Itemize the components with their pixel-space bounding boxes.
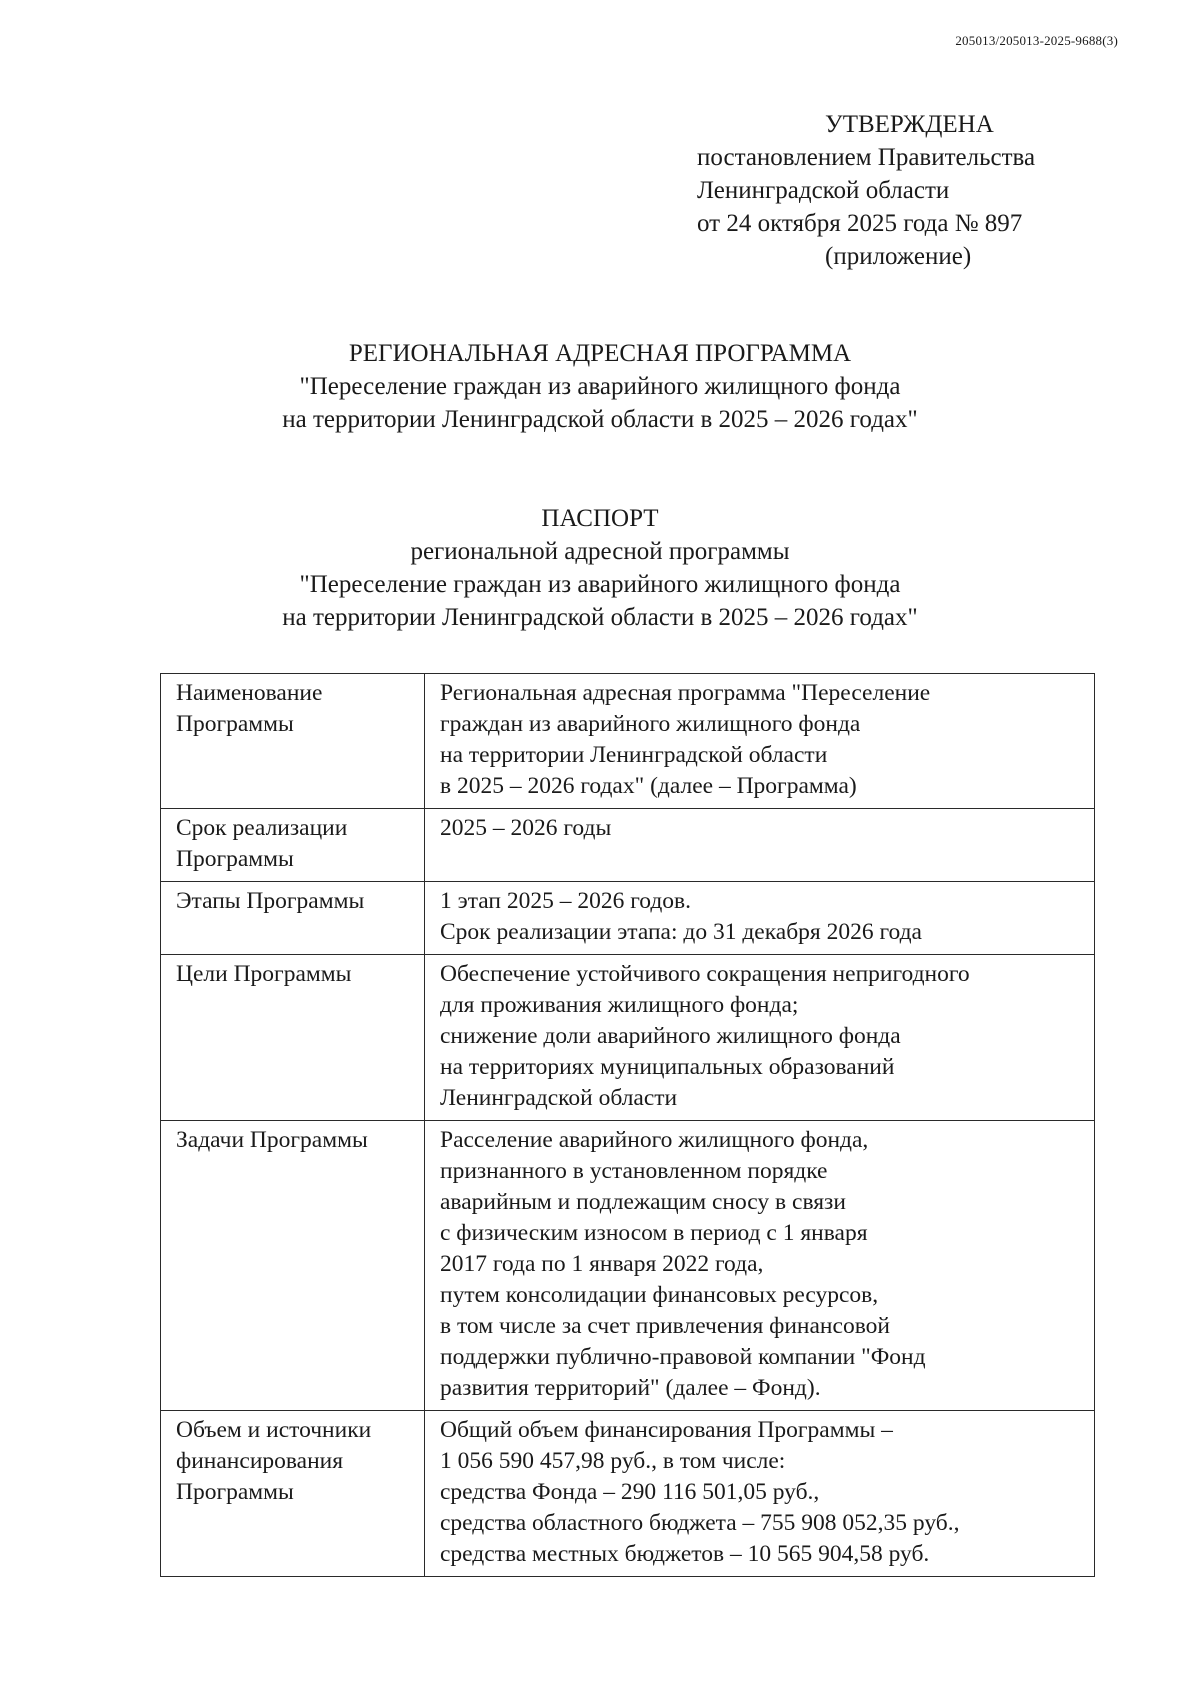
label-line: Цели Программы <box>176 961 352 987</box>
label-line: Объем и источники <box>176 1417 372 1443</box>
value-line: на территории Ленинградской области <box>440 742 828 768</box>
value-line: Срок реализации этапа: до 31 декабря 2026 года <box>440 919 922 945</box>
row-value <box>425 809 1095 882</box>
value-line: Общий объем финансирования Программы – <box>440 1417 893 1443</box>
row-label <box>161 955 425 1121</box>
value-line: аварийным и подлежащим сносу в связи <box>440 1189 846 1215</box>
label-line: Задачи Программы <box>176 1127 368 1153</box>
document-id: 205013/205013-2025-9688(3) <box>955 33 1118 48</box>
value-line: средства Фонда – 290 116 501,05 руб., <box>440 1479 820 1505</box>
table-row <box>161 955 1095 1121</box>
value-line: путем консолидации финансовых ресурсов, <box>440 1282 879 1308</box>
row-label <box>161 1411 425 1577</box>
passport-title-line: на территории Ленинградской области в 2025 – 2026 годах" <box>282 604 918 631</box>
approval-block <box>697 108 1035 273</box>
approval-line: постановлением Правительства <box>697 144 1036 171</box>
table-row <box>161 882 1095 955</box>
approval-date-line: от 24 октября 2025 года № 897 <box>697 210 1023 237</box>
label-line: Срок реализации <box>176 815 348 841</box>
passport-title-line: "Переселение граждан из аварийного жилищного фонда <box>299 571 901 598</box>
row-label <box>161 809 425 882</box>
passport-table <box>160 673 1095 1577</box>
program-title <box>0 337 1200 436</box>
label-line: финансирования <box>176 1448 344 1474</box>
label-line: Наименование <box>176 680 323 706</box>
table-row <box>161 674 1095 809</box>
approval-stamp: УТВЕРЖДЕНА <box>825 111 994 138</box>
row-label <box>161 882 425 955</box>
approval-appendix: (приложение) <box>825 243 972 270</box>
value-line: развития территорий" (далее – Фонд). <box>440 1375 821 1401</box>
value-line: средства областного бюджета – 755 908 052,35 руб., <box>440 1510 960 1536</box>
value-line: средства местных бюджетов – 10 565 904,58 руб. <box>440 1541 930 1567</box>
row-value <box>425 882 1095 955</box>
value-line: 2017 года по 1 января 2022 года, <box>440 1251 764 1277</box>
label-line: Программы <box>176 1479 294 1505</box>
program-title-line: на территории Ленинградской области в 2025 – 2026 годах" <box>282 406 918 433</box>
row-label <box>161 674 425 809</box>
table-row <box>161 809 1095 882</box>
row-value <box>425 674 1095 809</box>
value-line: Ленинградской области <box>440 1085 678 1111</box>
value-line: для проживания жилищного фонда; <box>440 992 799 1018</box>
row-label <box>161 1121 425 1411</box>
value-line: с физическим износом в период с 1 января <box>440 1220 868 1246</box>
row-value <box>425 1411 1095 1577</box>
value-line: признанного в установленном порядке <box>440 1158 828 1184</box>
value-line: Обеспечение устойчивого сокращения непригодного <box>440 961 970 987</box>
table-row <box>161 1411 1095 1577</box>
value-line: 2025 – 2026 годы <box>440 815 612 841</box>
value-line: на территориях муниципальных образований <box>440 1054 895 1080</box>
value-line: снижение доли аварийного жилищного фонда <box>440 1023 901 1049</box>
passport-title-heading: ПАСПОРТ <box>541 505 659 532</box>
value-line: в том числе за счет привлечения финансовой <box>440 1313 890 1339</box>
value-line: Расселение аварийного жилищного фонда, <box>440 1127 869 1153</box>
row-value <box>425 955 1095 1121</box>
value-line: граждан из аварийного жилищного фонда <box>440 711 861 737</box>
label-line: Программы <box>176 846 294 872</box>
passport-title-line: региональной адресной программы <box>410 538 790 565</box>
row-value <box>425 1121 1095 1411</box>
label-line: Программы <box>176 711 294 737</box>
approval-line: Ленинградской области <box>697 177 950 204</box>
passport-title <box>0 502 1200 634</box>
value-line: в 2025 – 2026 годах" (далее – Программа) <box>440 773 857 799</box>
value-line: поддержки публично-правовой компании "Фонд <box>440 1344 926 1370</box>
value-line: Региональная адресная программа "Переселение <box>440 680 931 706</box>
value-line: 1 этап 2025 – 2026 годов. <box>440 888 692 914</box>
program-title-heading: РЕГИОНАЛЬНАЯ АДРЕСНАЯ ПРОГРАММА <box>348 340 852 367</box>
value-line: 1 056 590 457,98 руб., в том числе: <box>440 1448 786 1474</box>
table-row <box>161 1121 1095 1411</box>
label-line: Этапы Программы <box>176 888 365 914</box>
program-title-line: "Переселение граждан из аварийного жилищного фонда <box>299 373 901 400</box>
